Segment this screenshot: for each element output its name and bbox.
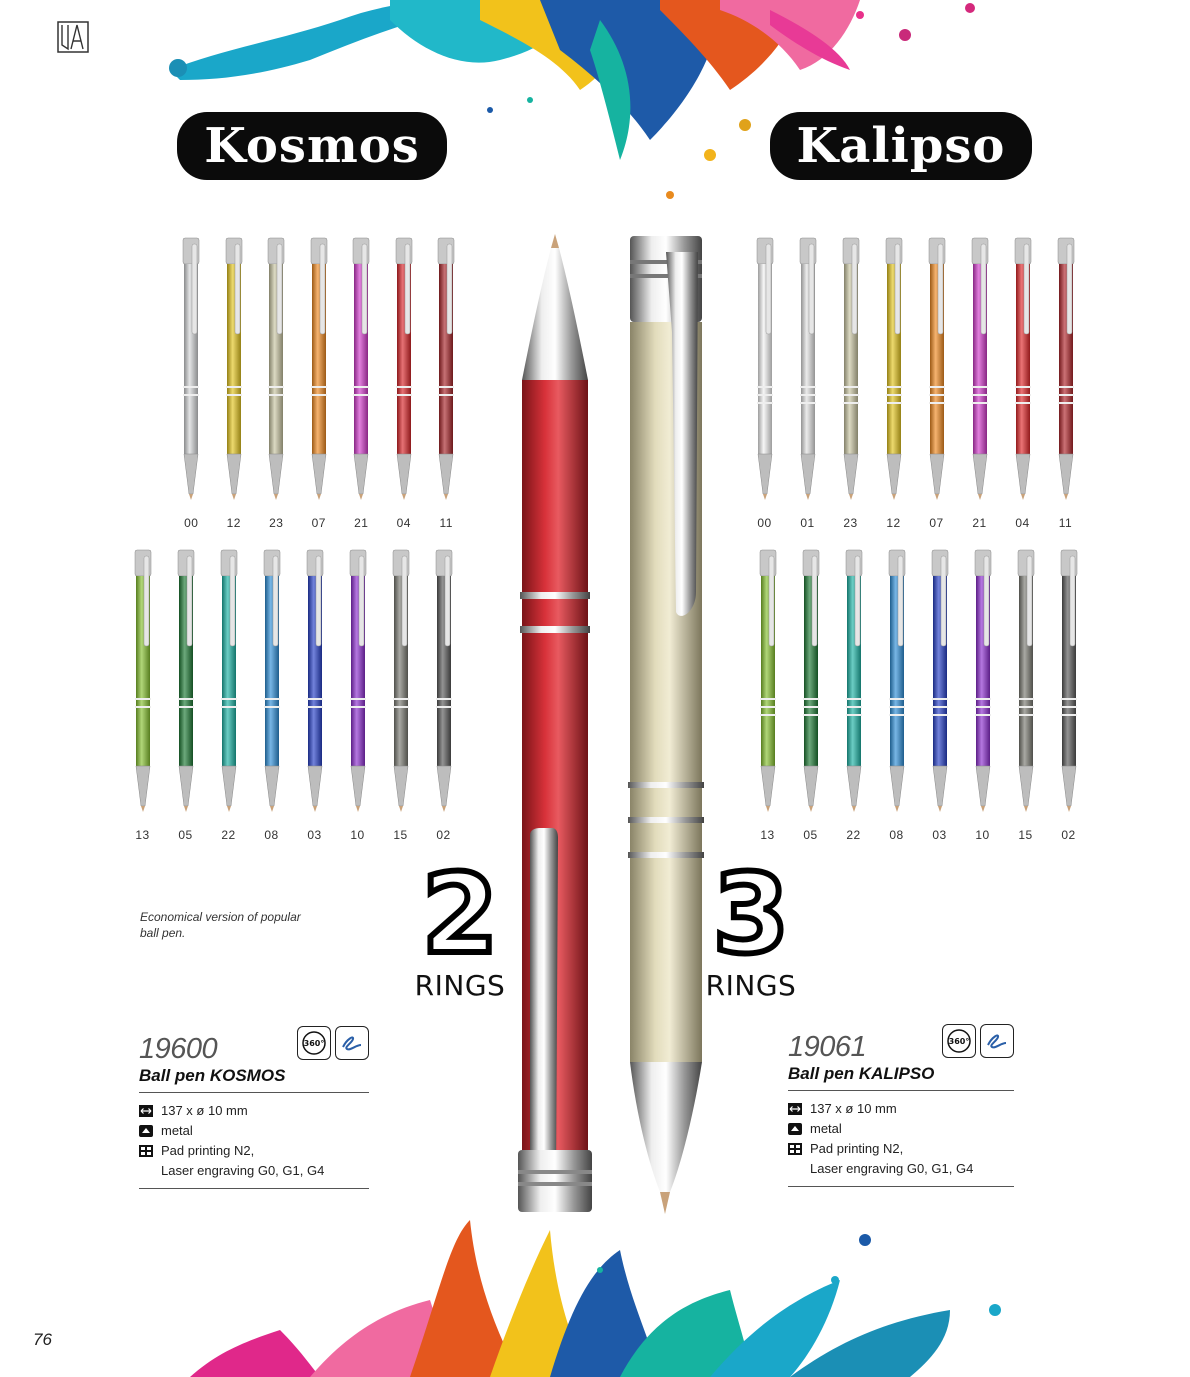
kosmos-product-name: Ball pen KOSMOS	[139, 1066, 369, 1093]
writing-scribble-icon	[335, 1026, 369, 1060]
pen-image	[349, 236, 373, 502]
kosmos-pen-02	[422, 548, 465, 842]
kalipso-pen-00	[743, 236, 786, 530]
dimensions-icon	[788, 1103, 802, 1115]
kalipso-spec-list	[788, 1091, 1014, 1187]
pen-color-code: 08	[264, 828, 279, 842]
kosmos-spec-dimensions	[139, 1101, 369, 1121]
paint-splash-bottom	[190, 1210, 1010, 1377]
kalipso-pen-13	[746, 548, 789, 842]
kalipso-pen-07	[915, 236, 958, 530]
pen-color-code: 21	[972, 516, 987, 530]
pen-image	[885, 548, 909, 814]
pen-image	[971, 548, 995, 814]
dimensions-icon	[139, 1105, 153, 1117]
pen-image	[303, 548, 327, 814]
pen-color-code: 00	[184, 516, 199, 530]
rings-2-number: 2	[421, 858, 499, 964]
pen-image	[392, 236, 416, 502]
pen-image	[925, 236, 949, 502]
pen-color-code: 08	[889, 828, 904, 842]
material-icon	[788, 1123, 802, 1135]
kosmos-pen-11	[425, 236, 468, 530]
kosmos-color-row-2	[121, 548, 465, 842]
brand-title-kalipso-text: Kalipso	[796, 118, 1006, 174]
material-icon	[139, 1125, 153, 1137]
pen-image	[260, 548, 284, 814]
kosmos-spec-engraving-text: Laser engraving G0, G1, G4	[161, 1163, 325, 1178]
kalipso-rings-badge	[700, 858, 802, 1002]
kosmos-pen-10	[336, 548, 379, 842]
pen-color-code: 10	[350, 828, 365, 842]
rotation-360-icon	[942, 1024, 976, 1058]
kosmos-spec-list	[139, 1093, 369, 1189]
pen-image	[753, 236, 777, 502]
pen-image	[307, 236, 331, 502]
pen-color-code: 07	[311, 516, 326, 530]
kalipso-pen-11	[1044, 236, 1087, 530]
pen-color-code: 15	[1018, 828, 1033, 842]
kalipso-product-name: Ball pen KALIPSO	[788, 1064, 1014, 1091]
kosmos-pen-05	[164, 548, 207, 842]
kalipso-pen-21	[958, 236, 1001, 530]
pen-image	[928, 548, 952, 814]
kalipso-pen-10	[961, 548, 1004, 842]
pen-color-code: 05	[178, 828, 193, 842]
pen-color-code: 22	[846, 828, 861, 842]
pen-image	[432, 548, 456, 814]
pen-color-code: 13	[135, 828, 150, 842]
pen-color-code: 11	[1058, 516, 1073, 530]
pen-image	[842, 548, 866, 814]
kalipso-spec-printing-text: Pad printing N2,	[810, 1141, 904, 1156]
kosmos-pen-21	[340, 236, 383, 530]
kosmos-pen-23	[255, 236, 298, 530]
kosmos-spec-material-text: metal	[161, 1123, 193, 1138]
kalipso-pen-04	[1001, 236, 1044, 530]
pen-color-code: 04	[396, 516, 411, 530]
kalipso-pen-05	[789, 548, 832, 842]
kosmos-spec-printing-text: Pad printing N2,	[161, 1143, 255, 1158]
rings-3-number-graphic	[706, 858, 796, 964]
kalipso-product-block	[788, 1024, 1014, 1187]
pen-color-code: 15	[393, 828, 408, 842]
pen-image	[217, 548, 241, 814]
hero-pen-kalipso	[620, 232, 710, 1222]
logo-printing-icon	[788, 1143, 802, 1155]
pen-color-code: 13	[760, 828, 775, 842]
brand-title-kalipso	[770, 112, 1032, 180]
kosmos-spec-material	[139, 1121, 369, 1141]
kosmos-spec-engraving	[139, 1161, 369, 1181]
brand-title-kosmos-text: Kosmos	[204, 118, 420, 174]
kalipso-spec-material	[788, 1119, 1014, 1139]
kosmos-pen-03	[293, 548, 336, 842]
pen-color-code: 23	[269, 516, 284, 530]
pen-image	[434, 236, 458, 502]
kosmos-pen-00	[170, 236, 213, 530]
pen-image	[796, 236, 820, 502]
kalipso-color-row-2	[746, 548, 1090, 842]
pen-image	[179, 236, 203, 502]
kalipso-spec-engraving	[788, 1159, 1014, 1179]
pen-image	[1057, 548, 1081, 814]
kalipso-spec-engraving-text: Laser engraving G0, G1, G4	[810, 1161, 974, 1176]
pen-color-code: 12	[886, 516, 901, 530]
pen-image	[222, 236, 246, 502]
kosmos-pen-04	[383, 236, 426, 530]
kalipso-pen-15	[1004, 548, 1047, 842]
pen-color-code: 03	[932, 828, 947, 842]
pen-color-code: 23	[843, 516, 858, 530]
pen-color-code: 10	[975, 828, 990, 842]
rings-2-number-graphic	[415, 858, 505, 964]
pen-color-code: 11	[439, 516, 453, 530]
kalipso-pen-12	[872, 236, 915, 530]
pen-image	[1011, 236, 1035, 502]
kalipso-pen-01	[786, 236, 829, 530]
kosmos-description-line-2: ball pen.	[140, 926, 186, 940]
pen-image	[264, 236, 288, 502]
pen-color-code: 07	[929, 516, 944, 530]
hero-pen-kosmos	[510, 230, 600, 1220]
kalipso-spec-dimensions	[788, 1099, 1014, 1119]
kalipso-color-row-1	[743, 236, 1087, 530]
pen-color-code: 12	[226, 516, 241, 530]
pen-image	[799, 548, 823, 814]
pen-image	[756, 548, 780, 814]
kosmos-spec-dimensions-text: 137 x ø 10 mm	[161, 1103, 248, 1118]
kosmos-pen-12	[213, 236, 256, 530]
kosmos-description	[140, 909, 301, 941]
pen-color-code: 02	[1061, 828, 1076, 842]
kalipso-pen-03	[918, 548, 961, 842]
pen-color-code: 05	[803, 828, 818, 842]
pen-image	[346, 548, 370, 814]
pen-color-code: 01	[800, 516, 815, 530]
kalipso-pen-08	[875, 548, 918, 842]
kosmos-description-line-1: Economical version of popular	[140, 910, 301, 924]
brand-title-kosmos	[177, 112, 447, 180]
svg-text:360°: 360°	[303, 1039, 325, 1048]
kosmos-color-row-1	[170, 236, 468, 530]
pen-color-code: 21	[354, 516, 369, 530]
logo-printing-icon	[139, 1145, 153, 1157]
kalipso-pen-02	[1047, 548, 1090, 842]
kosmos-pen-08	[250, 548, 293, 842]
pen-color-code: 22	[221, 828, 236, 842]
pen-image	[174, 548, 198, 814]
pen-color-code: 02	[436, 828, 451, 842]
pen-image	[1014, 548, 1038, 814]
pen-image	[389, 548, 413, 814]
kosmos-rings-badge	[410, 858, 510, 1002]
kalipso-rings-label: RINGS	[705, 969, 797, 1002]
page-number: 76	[33, 1330, 52, 1349]
kosmos-product-block	[139, 1026, 369, 1189]
kosmos-pen-07	[298, 236, 341, 530]
pen-color-code: 03	[307, 828, 322, 842]
kosmos-pen-13	[121, 548, 164, 842]
kalipso-spec-material-text: metal	[810, 1121, 842, 1136]
brand-logo-icon	[57, 21, 89, 53]
svg-text:360°: 360°	[948, 1037, 970, 1046]
pen-image	[839, 236, 863, 502]
kalipso-pen-23	[829, 236, 872, 530]
kosmos-rings-label: RINGS	[414, 969, 506, 1002]
rings-3-number: 3	[712, 858, 790, 964]
pen-image	[1054, 236, 1078, 502]
pen-image	[131, 548, 155, 814]
kalipso-pen-22	[832, 548, 875, 842]
kalipso-product-code: 19061	[788, 1031, 867, 1063]
writing-scribble-icon	[980, 1024, 1014, 1058]
kalipso-spec-printing	[788, 1139, 1014, 1159]
rotation-360-icon	[297, 1026, 331, 1060]
kosmos-spec-printing	[139, 1141, 369, 1161]
pen-image	[968, 236, 992, 502]
kosmos-pen-22	[207, 548, 250, 842]
pen-color-code: 00	[757, 516, 772, 530]
pen-color-code: 04	[1015, 516, 1030, 530]
kosmos-pen-15	[379, 548, 422, 842]
kosmos-product-code: 19600	[139, 1033, 218, 1065]
kalipso-spec-dimensions-text: 137 x ø 10 mm	[810, 1101, 897, 1116]
pen-image	[882, 236, 906, 502]
